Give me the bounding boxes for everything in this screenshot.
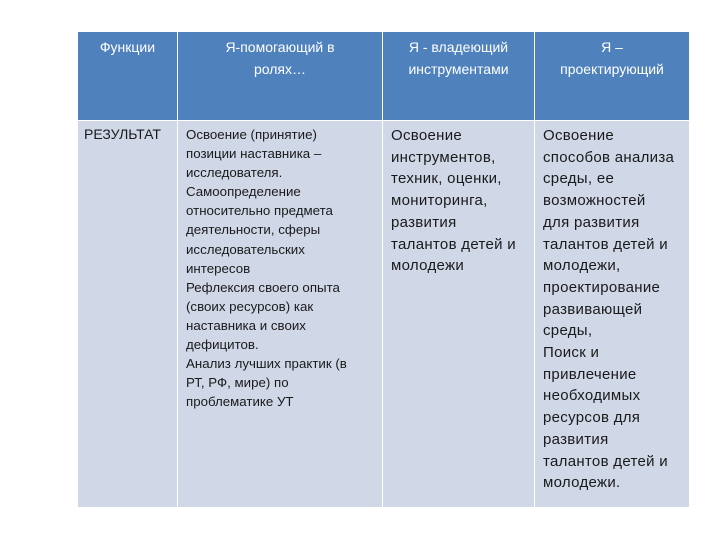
text-line: молодежи.: [543, 474, 621, 492]
text-line: относительно предмета: [186, 203, 333, 219]
header-designing-text: [535, 32, 689, 80]
result-designing-text: [535, 121, 689, 494]
result-helping-cell: [178, 121, 383, 508]
text-line: Освоение (принятие): [186, 127, 317, 142]
result-designing-cell: [535, 121, 690, 508]
text-line: развития: [391, 213, 457, 231]
text-line: молодежи,: [543, 257, 621, 275]
header-helping-text: [178, 32, 382, 80]
text-line: молодежи: [391, 257, 464, 275]
result-helping-text: [178, 121, 382, 411]
header-line: Я –: [601, 39, 623, 55]
text-line: инструментов,: [391, 148, 496, 166]
result-tools-text: [383, 121, 534, 277]
text-line: среды, ее: [543, 170, 615, 188]
table-header-row: [78, 32, 690, 121]
text-line: привлечение: [543, 365, 637, 383]
text-line: дефицитов.: [186, 337, 259, 353]
text-line: развития: [543, 430, 609, 448]
header-cell-tools: [383, 32, 535, 121]
row-label: РЕЗУЛЬТАТ: [84, 126, 161, 142]
text-line: способов анализа: [543, 148, 675, 166]
result-tools-cell: [383, 121, 535, 508]
text-line: Освоение: [543, 127, 615, 144]
text-line: возможностей: [543, 192, 646, 210]
header-line: Я - владеющий: [408, 39, 509, 55]
functions-table: [77, 31, 690, 508]
header-line: проектирующий: [560, 61, 664, 77]
text-line: развивающей: [543, 300, 643, 318]
text-line: мониторинга,: [391, 192, 488, 210]
text-line: проектирование: [543, 278, 661, 296]
header-line: инструментами: [408, 61, 509, 77]
text-line: Освоение: [391, 127, 463, 144]
text-line: наставника и своих: [186, 317, 306, 333]
header-cell-helping: [178, 32, 383, 121]
text-line: среды,: [543, 322, 593, 340]
header-line: Я-помогающий в: [225, 39, 335, 55]
text-line: Самоопределение: [186, 184, 301, 200]
text-line: Поиск и: [543, 344, 600, 362]
text-line: талантов детей и: [543, 235, 668, 253]
header-tools-text: [383, 32, 534, 80]
text-line: позиции наставника –: [186, 146, 322, 162]
text-line: деятельности, сферы: [186, 222, 321, 238]
text-line: необходимых: [543, 387, 641, 405]
text-line: РТ, РФ, мире) по: [186, 375, 289, 391]
text-line: для развития: [543, 213, 640, 231]
header-functions-text: Функции: [99, 39, 156, 55]
text-line: Анализ лучших практик (в: [186, 356, 347, 372]
text-line: Рефлексия своего опыта: [186, 279, 340, 295]
text-line: талантов детей и: [543, 452, 668, 470]
row-label-cell: [78, 121, 178, 508]
header-cell-functions: [78, 32, 178, 121]
text-line: ресурсов для: [543, 409, 641, 427]
text-line: техник, оценки,: [391, 170, 502, 188]
header-cell-designing: [535, 32, 690, 121]
text-line: исследовательских: [186, 241, 305, 257]
text-line: талантов детей и: [391, 235, 516, 253]
header-line: ролях…: [253, 61, 306, 77]
table-row-result: [78, 121, 690, 508]
text-line: интересов: [186, 260, 251, 276]
text-line: (своих ресурсов) как: [186, 298, 314, 314]
text-line: исследователя.: [186, 165, 283, 181]
text-line: проблематике УТ: [186, 394, 294, 410]
